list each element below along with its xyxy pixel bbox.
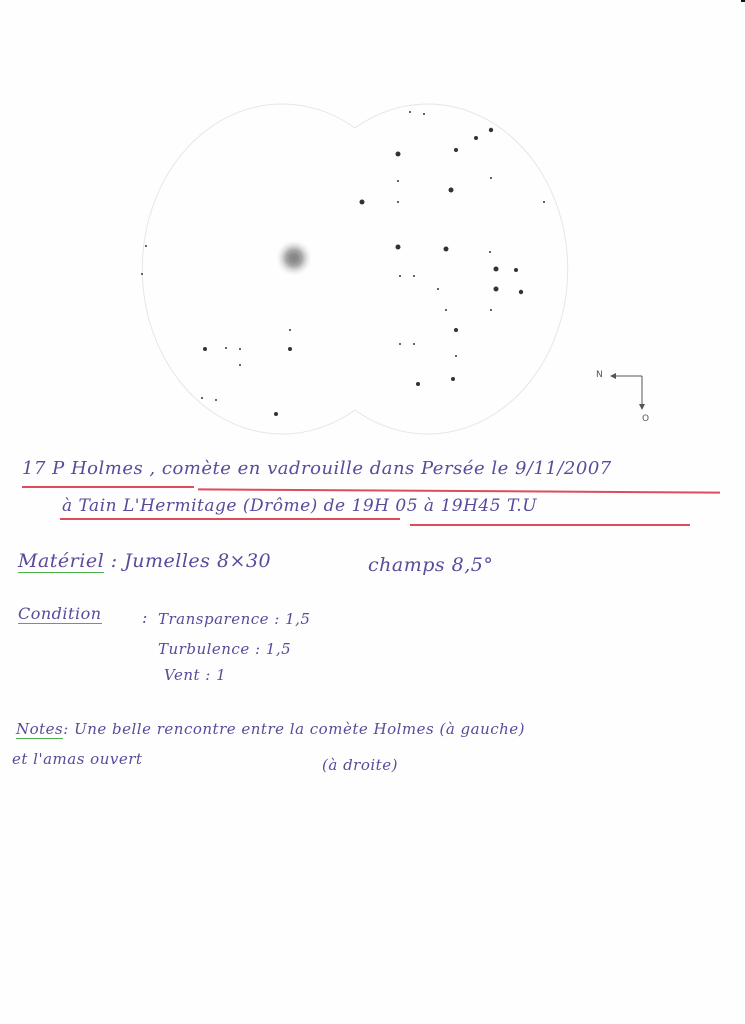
- condition-label: Condition: [18, 604, 102, 623]
- underline-1a: [22, 486, 194, 488]
- field-outline: [142, 104, 567, 434]
- header-line-2: à Tain L'Hermitage (Drôme) de 19H 05 à 19H45 T.U: [62, 496, 538, 516]
- compass-west-label: O: [642, 414, 650, 424]
- notes-text-2: et l'amas ouvert: [12, 750, 143, 768]
- materiel-label: Matériel: [18, 550, 105, 572]
- compass: [610, 373, 645, 410]
- comet-nucleus: [289, 253, 299, 263]
- binocular-field-sketch: [0, 0, 745, 440]
- notes-text-3: (à droite): [322, 756, 398, 774]
- notes-label: Notes: [16, 720, 64, 738]
- notes-line: [16, 720, 525, 738]
- condition-item: Vent : 1: [164, 666, 227, 684]
- underline-2a: [60, 518, 400, 520]
- condition-item: Transparence : 1,5: [158, 610, 311, 628]
- compass-north-label: N: [596, 370, 603, 380]
- underline-2b: [410, 524, 690, 526]
- materiel-line: [18, 550, 271, 572]
- condition-item: Turbulence : 1,5: [158, 640, 292, 658]
- condition-colon: :: [142, 608, 148, 627]
- header-line-1: 17 P Holmes , comète en vadrouille dans Persée le 9/11/2007: [22, 458, 612, 479]
- condition-line: [18, 604, 102, 623]
- notes-text-1: : Une belle rencontre entre la comète Holmes (à gauche): [63, 720, 526, 738]
- underline-1b: [198, 488, 720, 493]
- materiel-field: champs 8,5°: [368, 554, 494, 576]
- materiel-value: : Jumelles 8×30: [110, 550, 272, 572]
- star-field: [141, 111, 545, 416]
